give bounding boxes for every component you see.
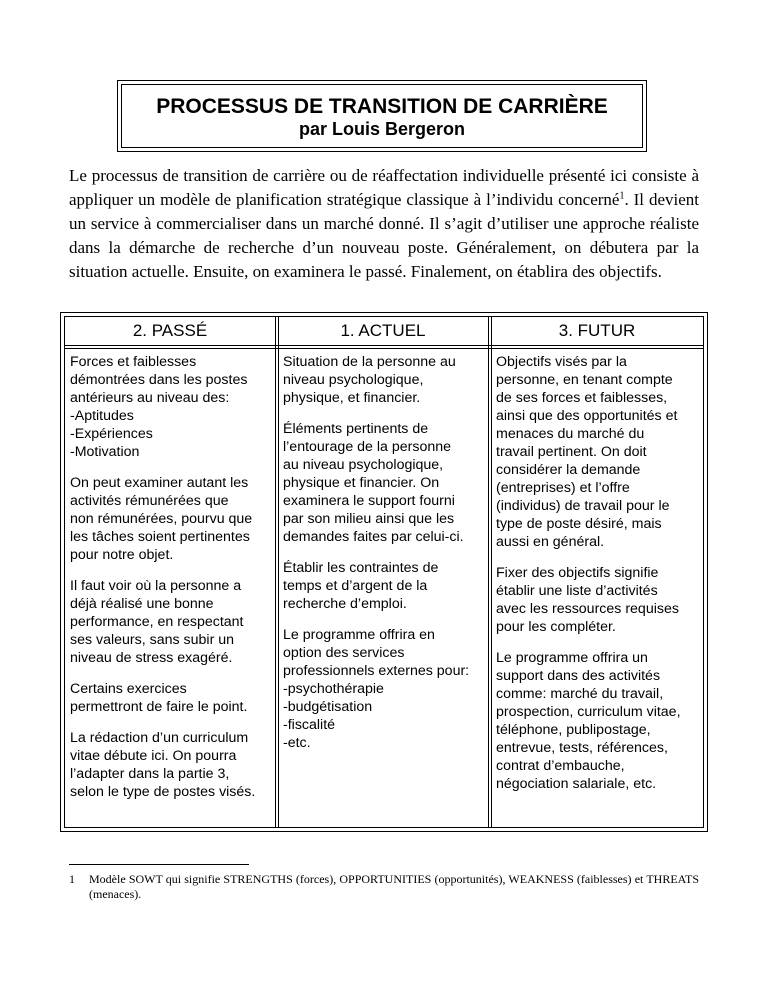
cell-paragraph: Il faut voir où la personne a déjà réalisé une bonne performance, en respectant ses valeurs, sans subir un niveau de stress exagéré.: [70, 578, 244, 666]
transition-table: [60, 312, 708, 832]
cell-paragraph: La rédaction d’un curriculum vitae débute ici. On pourra l’adapter dans la partie 3, selon le type de postes visés.: [70, 730, 256, 800]
intro-text-part2: . Il devient un service à commercialiser dans un marché donné. Il s’agit d’utiliser une approche réaliste dans la démarche de recherche d’un nouveau poste. Généralement, on débutera par la situation actuelle. Ensuite, on examinera le passé. Finalement, on établira des objectifs.: [69, 190, 699, 281]
column-passe: [65, 317, 275, 827]
title-box: [117, 80, 647, 152]
footnote-mark: 1: [69, 872, 75, 886]
cell-paragraph: On peut examiner autant les activités rémunérées que non rémunérées, pourvu que les tâches soient pertinentes pour notre objet.: [70, 475, 253, 563]
cell-paragraph: Situation de la personne au niveau psychologique, physique, et financier.: [283, 354, 456, 406]
footnote-reference[interactable]: 1: [619, 190, 625, 202]
cell-paragraph: Éléments pertinents de l’entourage de la personne au niveau psychologique, physique et financier. On examinera le support fourni par son milieu ainsi que les demandes faites par celui-ci.: [283, 421, 464, 545]
column-futur: [491, 317, 703, 827]
column-header-passe: 2. PASSÉ: [132, 321, 208, 340]
footnote-separator: [69, 864, 249, 865]
column-divider: [275, 317, 276, 827]
cell-paragraph: Établir les contraintes de temps et d’argent de la recherche d’emploi.: [283, 560, 439, 612]
column-header-futur: 3. FUTUR: [558, 321, 636, 340]
column-body-passe: [65, 353, 275, 814]
document-author: par Louis Bergeron: [298, 119, 466, 139]
intro-text-part1: Le processus de transition de carrière ou de réaffectation individuelle présenté ici consiste à appliquer un modèle de planification stratégique classique à l’individu concerné: [69, 166, 699, 209]
column-body-actuel: [278, 353, 488, 765]
title-inner-frame: [121, 84, 643, 148]
cell-paragraph: Fixer des objectifs signifie établir une liste d’activités avec les ressources requises pour les compléter.: [496, 565, 679, 635]
cell-paragraph: Certains exercices permettront de faire le point.: [70, 681, 248, 715]
document-title: PROCESSUS DE TRANSITION DE CARRIÈRE: [156, 95, 608, 118]
cell-paragraph: Le programme offrira en option des services professionnels externes pour: -psychothérapie -budgétisation -fiscalité -etc.: [283, 627, 470, 751]
column-actuel: [278, 317, 488, 827]
column-header-actuel: 1. ACTUEL: [340, 321, 426, 340]
column-body-futur: [491, 353, 703, 806]
cell-paragraph: Le programme offrira un support dans des activités comme: marché du travail, prospection, curriculum vitae, téléphone, publipostage, entrevue, tests, références, contrat d’embauche, négociation salariale, etc.: [496, 650, 681, 792]
intro-paragraph: [69, 164, 699, 284]
cell-paragraph: Objectifs visés par la personne, en tenant compte de ses forces et faiblesses, ainsi que des opportunités et menaces du marché du travail pertinent. On doit considérer la demande (entreprises) et l’offre (individus) de travail pour le type de poste désiré, mais aussi en général.: [496, 354, 678, 550]
cell-paragraph: Forces et faiblesses démontrées dans les postes antérieurs au niveau des: -Aptitudes -Expériences -Motivation: [70, 354, 248, 460]
transition-table-inner: [64, 316, 704, 828]
footnote: [69, 872, 699, 902]
footnote-text: Modèle SOWT qui signifie STRENGTHS (forces), OPPORTUNITIES (opportunités), WEAKNESS (faiblesses) et THREATS (menaces).: [89, 872, 699, 901]
column-divider: [488, 317, 489, 827]
